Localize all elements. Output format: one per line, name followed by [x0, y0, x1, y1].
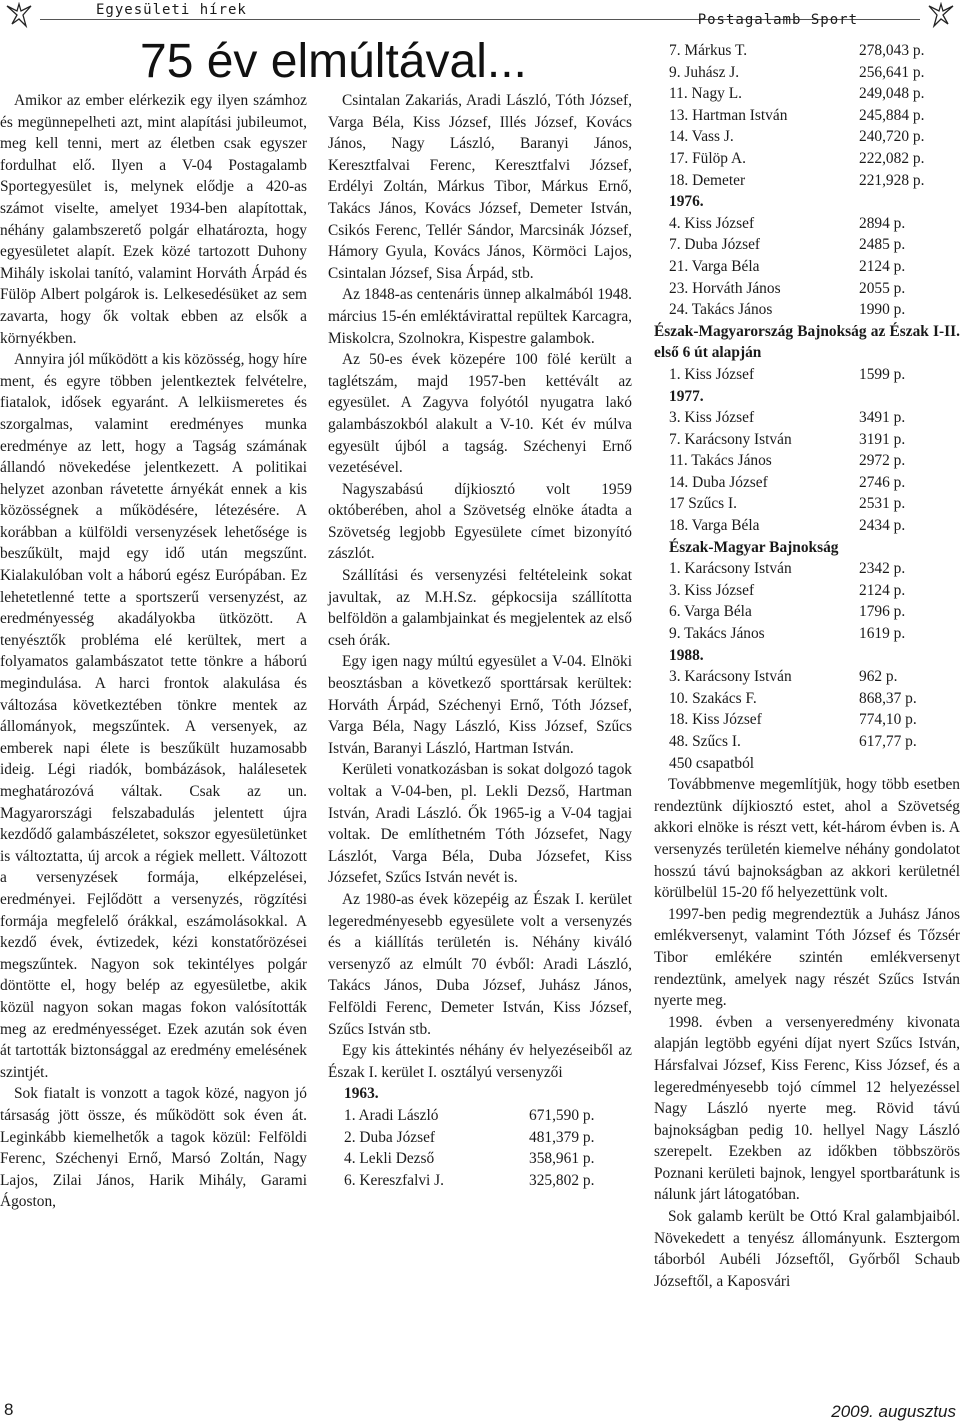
result-score: 325,802 p.	[529, 1171, 595, 1189]
result-row	[654, 40, 960, 62]
result-name: 1. Karácsony István	[669, 560, 792, 578]
result-name: 18. Kiss József	[669, 711, 762, 729]
pigeon-logo-icon	[4, 2, 34, 30]
paragraph: Szállítási és versenyzési feltételeink sokat javultak, az M.H.Sz. gépkocsija szállította belföldön a galambjainkat és megjelentek az első cseh órák.	[328, 567, 632, 649]
table-year: 1976.	[669, 193, 704, 211]
result-name: 10. Szakács F.	[669, 689, 757, 707]
result-score: 3491 p.	[859, 409, 906, 427]
result-name: 11. Takács János	[669, 452, 772, 470]
result-score: 2342 p.	[859, 560, 906, 578]
result-row	[654, 299, 960, 321]
paragraph: Kerületi vonatkozásban is sokat dolgozó tagok voltak a V-04-ben, pl. Lekli Dezső, Hartman István, Aradi László. Ők 1965-ig a V-04 tagjai voltak. De említhetném Tóth Józsefet, Nagy Lászlót, Varga Béla, Duba Józsefet, Kiss Józsefet, Szűcs István nevét is.	[328, 761, 632, 887]
result-score: 774,10 p.	[859, 711, 917, 729]
result-row	[654, 148, 960, 170]
result-name: 6. Kereszfalvi J.	[344, 1171, 445, 1189]
paragraph: Az 1848-as centenáris ünnep alkalmából 1948. március 15-én emléktávirattal repültek Karcagra, Miskolcra, Szolnokra, Kispestre galambok.	[328, 286, 632, 347]
paragraph: Az 50-es évek közepére 100 fölé került a taglétszám, majd 1957-ben kettévált az egyesület. A Zagyva folyótól nyugatra lakó galambászokból alakult a V-10. Két év múlva egyesült újból a tagság. Széchenyi Ernő vezetésével.	[328, 351, 632, 477]
text-column-3	[654, 40, 960, 1292]
result-score: 2055 p.	[859, 279, 906, 297]
pigeon-logo-icon	[926, 2, 956, 30]
result-name: 24. Takács János	[669, 301, 773, 319]
result-row	[654, 234, 960, 256]
result-score: 2124 p.	[859, 257, 906, 275]
article-title: 75 év elmúltával...	[140, 35, 527, 88]
result-name: 7. Duba József	[669, 236, 761, 254]
result-score: 3191 p.	[859, 430, 906, 448]
table-year: 1963.	[344, 1085, 379, 1103]
result-row	[654, 731, 960, 753]
result-score: 2746 p.	[859, 473, 906, 491]
result-row	[654, 580, 960, 602]
result-row	[654, 709, 960, 731]
result-name: 9. Juhász J.	[669, 63, 740, 81]
result-row	[654, 666, 960, 688]
result-row	[654, 493, 960, 515]
result-row	[654, 170, 960, 192]
result-score: 868,37 p.	[859, 689, 917, 707]
result-score: 2485 p.	[859, 236, 906, 254]
result-name: 7. Karácsony István	[669, 430, 792, 448]
result-score: 2972 p.	[859, 452, 906, 470]
result-row	[654, 62, 960, 84]
result-name: 6. Varga Béla	[669, 603, 752, 621]
results-table	[328, 1083, 632, 1191]
result-score: 240,720 p.	[859, 128, 925, 146]
result-score: 1990 p.	[859, 301, 906, 319]
section-label: Egyesületi hírek	[96, 2, 247, 18]
result-row	[654, 558, 960, 580]
result-row	[654, 472, 960, 494]
result-score: 221,928 p.	[859, 171, 925, 189]
result-row	[654, 429, 960, 451]
paragraph: Nagyszabású díjkiosztó volt 1959 októberében, ahol a Szövetség elnöke átadta a Szövetség legjobb Egyesülete címet bizonyító zászlót.	[328, 480, 632, 563]
paragraph: 1997-ben pedig megrendeztük a Juhász János emlékversenyt, valamint Tóth József és Tőzsér Tibor emlékére szintén emlékversenyt rendeztünk, amelyek nagy részét Szűcs István nyerte meg.	[654, 905, 960, 1010]
result-score: 2531 p.	[859, 495, 906, 513]
result-score: 222,082 p.	[859, 149, 925, 167]
result-name: 11. Nagy L.	[669, 85, 742, 103]
result-row	[654, 450, 960, 472]
result-score: 481,379 p.	[529, 1128, 595, 1146]
result-row	[654, 83, 960, 105]
result-row	[654, 126, 960, 148]
result-row	[654, 515, 960, 537]
result-row	[328, 1105, 632, 1127]
paragraph: Továbbmenve megemlítjük, hogy több esetben rendeztünk díjkiosztó estet, ahol a Szövetség akkori elnöke is részt vett, két-három évben is. A versenyzés területén kiemelve néhány gondolatot hosszú távú bajnokságban az akkori kerületnél körülbelül 15-20 fő helyezettünk volt.	[654, 776, 960, 902]
paragraph: Amikor az ember elérkezik egy ilyen számhoz és megünnepelheti azt, mint alapítási jubileumot, meg kell tenni, mert az életben csak egyszer fordulhat elő. Ilyen a V-04 Postagalamb Sportegyesület is, melynek elődje a 420-as számot viselte, amelyet 1934-ben alapítottak, néhány galambszerető polgár elhatározta, hogy egyesületet alapít. Ezek közé tartozott Duhony Mihály iskolai tanító, valamint Horváth Árpád és Fülöp Albert polgárok is. Lelkesedésüket az sem zavarta, hogy ők voltak ebben az elsők a környékben.	[0, 92, 307, 347]
result-name: 3. Kiss József	[669, 409, 755, 427]
result-name: 13. Hartman István	[669, 106, 788, 124]
issue-date: 2009. augusztus	[831, 1402, 956, 1421]
result-row	[654, 407, 960, 429]
result-name: 18. Varga Béla	[669, 517, 760, 535]
result-row	[654, 278, 960, 300]
table-year: 1977.	[669, 387, 704, 405]
table-note: 450 csapatból	[669, 754, 755, 772]
result-score: 2894 p.	[859, 214, 906, 232]
result-row	[654, 364, 960, 386]
page-header	[0, 0, 960, 34]
results-table	[654, 40, 960, 774]
result-name: 3. Kiss József	[669, 581, 755, 599]
magazine-name: Postagalamb Sport	[697, 12, 858, 28]
result-row	[654, 213, 960, 235]
paragraph: Az 1980-as évek közepéig az Észak I. kerület legeredményesebb egyesülete volt a versenyzés és a kiállítás területén is. Néhány kiváló versenyző az elmúlt 70 évből: Aradi László, Takács János, Duba József, Juhász János, Felföldi Ferenc, Demeter István, Kiss József, Szűcs István stb.	[328, 890, 632, 1038]
paragraph: Annyira jól működött a kis közösség, hogy híre ment, és egyre többen jelentkeztek felvételre, fiatalok, idősek egyaránt. A lelkiismeretes és szorgalmas, valamint eredményes munka eredménye az lett, hogy a Tagság számának állandó növekedése jelentkezett. A politikai helyzet azonban rávetette árnyékát ennek a kis közösségnek a működésére, létezésére. A korábban a külföldi versenyzések lehetősége is beszűkült, majd egy idő után megszűnt. Kialakulóban volt a háború egész Európában. Ez lehetetlenné tette a sportszerű versenyzést, az eredményesség akadályokba ütközött. A tenyésztők probléma elé kerültek, mert a folyamatos galambászatot tette tönkre a háború megindulása. A harci frontok alakulása és változása következtében tönkre mentek az állományok, megszűntek. A versenyek, az emberek napi élete is beszűkült huzamosabb ideig. Légi riadók, bombázások, halálesetek meghatározóvá váltak. Csak az un. Magyarországi felszabadulás jelentett újra kezdődő galambászéletet, sokszor egyesületünket is változtatta, új arcok a régiek mellett. Változott a versenyzések formája, elképzelései, eredményei. Fejlődött a versenyzés, rögzítési formája megfelelő órákkal, eszámolásokkal. A kezdő évek, évtizedek, kézi konstatőrözései megszűntek. Nagyon sok tekintélyes polgár döntötte el, hogy belép az egyesületbe, akik közül nagyon sokan magas fokon valósították meg az eredményességet. Ezek azután sok éven át tartották biztonsággal az eredmény emelésének szintjét.	[0, 351, 307, 1081]
result-name: 14. Vass J.	[669, 128, 734, 146]
result-row	[654, 688, 960, 710]
result-name: 9. Takács János	[669, 625, 765, 643]
paragraph: 1998. évben a versenyeredmény kivonata alapján legtöbb egyéni díjat nyert Szűcs István, Hársfalvai József, Kiss Ferenc, Kiss József, és a legeredményesebb tojó címmel 12 helyezéssel Nagy László nyerte meg. Rövid távú bajnokságban pedig 10. hellyel Nagy László szerepelt. Ezekben az időkben többszörös Poznani kerületi bajnok, lengyel sportbarátunk is nálunk járt látogatóban.	[654, 1013, 960, 1204]
result-name: 4. Lekli Dezső	[344, 1150, 435, 1168]
result-name: 18. Demeter	[669, 171, 746, 189]
paragraph: Sok galamb került be Ottó Kral galambjaiból. Növekedett a tenyész állományunk. Esztergom táborból Aubéli Józseftől, Győrből Schaub Józseftől, a Kaposvári	[654, 1208, 960, 1290]
championship-heading: Észak-Magyar Bajnokság	[669, 538, 839, 556]
result-name: 21. Varga Béla	[669, 257, 760, 275]
result-name: 1. Aradi László	[344, 1106, 439, 1124]
result-score: 1619 p.	[859, 625, 906, 643]
paragraph: Egy igen nagy múltú egyesület a V-04. Elnöki beosztásban a következő sporttársak kerültek: Horváth Árpád, Széchenyi Ernő, Tóth József, Varga Béla, Nagy László, Kiss József, Szűcs István, Baranyi László, Hartman István.	[328, 653, 632, 757]
table-year: 1988.	[669, 646, 704, 664]
result-name: 17 Szűcs I.	[669, 495, 737, 513]
text-column-1	[0, 90, 307, 1213]
result-row	[654, 601, 960, 623]
result-name: 2. Duba József	[344, 1128, 436, 1146]
result-score: 671,590 p.	[529, 1106, 595, 1124]
result-row	[328, 1148, 632, 1170]
result-score: 1796 p.	[859, 603, 906, 621]
result-name: 17. Fülöp A.	[669, 149, 746, 167]
page-number: 8	[4, 1400, 14, 1419]
paragraph: Egy kis áttekintés néhány év helyezéseiből az Észak I. kerület I. osztályú versenyzői	[328, 1042, 632, 1081]
result-name: 23. Horváth János	[669, 279, 781, 297]
result-name: 1. Kiss József	[669, 365, 755, 383]
result-name: 14. Duba József	[669, 473, 768, 491]
result-name: 7. Márkus T.	[669, 42, 748, 59]
paragraph: Csintalan Zakariás, Aradi László, Tóth József, Varga Béla, Kiss József, Illés József, Kovács János, Nagy László, Baranyi János, Keresztfalvai Ferenc, Keresztfalvi József, Erdélyi Zoltán, Márkus Tibor, Márkus Ernő, Takács János, Kovács József, Demeter István, Csikós Ferenc, Tellér Sándor, Marcsinák József, Hámory Gyula, Kovács János, Körmöci Lajos, Csintalan József, Sisa Árpád, stb.	[328, 92, 632, 282]
result-row	[654, 105, 960, 127]
paragraph: Sok fiatalt is vonzott a tagok közé, nagyon jó társaság jött össze, és működött sok éven át. Leginkább kiemelhetők a tagok közül: Felföldi Ferenc, Széchenyi Ernő, Marsó Zoltán, Nagy Lajos, Zilai János, Harik Mihály, Garami Ágoston,	[0, 1085, 307, 1211]
result-row	[328, 1170, 632, 1192]
result-score: 2434 p.	[859, 517, 906, 535]
result-row	[654, 256, 960, 278]
result-score: 249,048 p.	[859, 85, 925, 103]
text-column-2	[328, 90, 632, 1191]
result-score: 2124 p.	[859, 581, 906, 599]
result-score: 962 p.	[859, 668, 898, 686]
result-score: 617,77 p.	[859, 733, 917, 750]
result-score: 245,884 p.	[859, 106, 925, 124]
result-name: 3. Karácsony István	[669, 668, 792, 686]
result-score: 278,043 p.	[859, 42, 925, 59]
result-name: 4. Kiss József	[669, 214, 755, 232]
result-score: 358,961 p.	[529, 1150, 595, 1168]
result-score: 1599 p.	[859, 365, 906, 383]
result-score: 256,641 p.	[859, 63, 925, 81]
result-name: 48. Szűcs I.	[669, 733, 741, 750]
result-row	[328, 1127, 632, 1149]
result-row	[654, 623, 960, 645]
championship-heading: Észak-Magyarország Bajnokság az Észak I-II. első 6 út alapján	[654, 322, 960, 362]
